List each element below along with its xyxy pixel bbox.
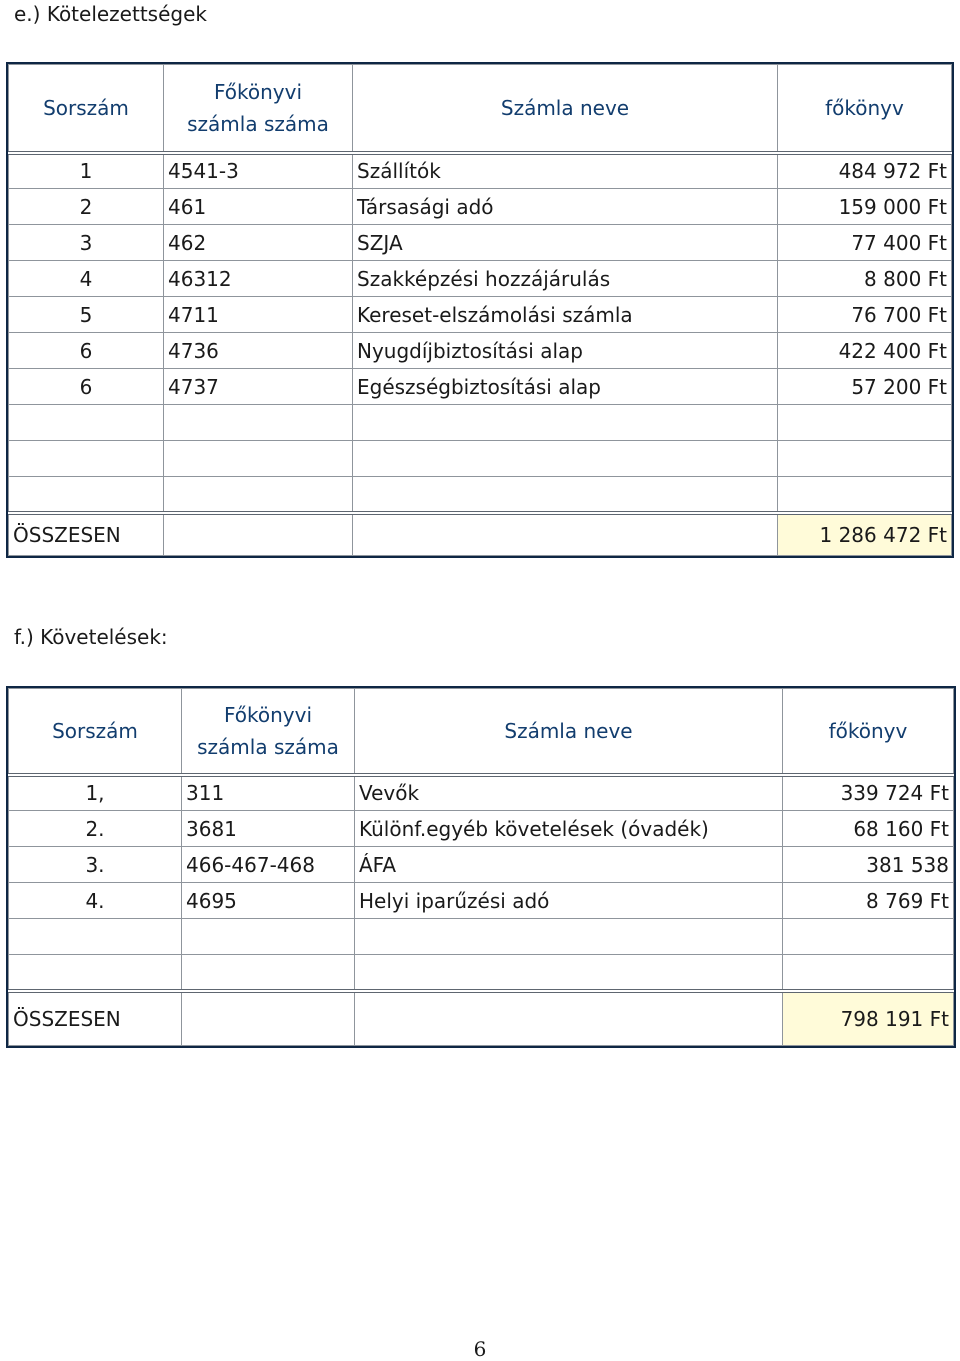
cell-szamla: 4737 [164, 369, 353, 405]
cell-nev: Kereset-elszámolási számla [353, 297, 778, 333]
cell-szamla: 466-467-468 [182, 847, 355, 883]
cell-osszeg: 339 724 Ft [783, 775, 954, 811]
empty-row [9, 477, 952, 513]
table-row [9, 225, 952, 261]
cell-nev: Különf.egyéb követelések (óvadék) [355, 811, 783, 847]
cell-nev: Helyi iparűzési adó [355, 883, 783, 919]
cell-osszeg: 8 769 Ft [783, 883, 954, 919]
table-row [9, 333, 952, 369]
cell-osszeg: 159 000 Ft [778, 189, 952, 225]
total-row [9, 513, 952, 556]
cell-nev: Vevők [355, 775, 783, 811]
cell-sorszam: 3 [9, 225, 164, 261]
section-e-heading: e.) Kötelezettségek [14, 2, 207, 26]
cell-osszeg: 381 538 [783, 847, 954, 883]
table-header [9, 689, 954, 775]
cell-nev: Egészségbiztosítási alap [353, 369, 778, 405]
col-fokonyv: főkönyv [778, 65, 952, 153]
table-row [9, 775, 954, 811]
total-label: ÖSSZESEN [9, 513, 164, 556]
cell-szamla: 3681 [182, 811, 355, 847]
total-label: ÖSSZESEN [9, 991, 182, 1046]
cell-nev: Szállítók [353, 153, 778, 189]
cell-sorszam: 6 [9, 369, 164, 405]
empty-row [9, 405, 952, 441]
col-fokonyv: főkönyv [783, 689, 954, 775]
cell-szamla: 4541-3 [164, 153, 353, 189]
empty-row [9, 919, 954, 955]
section-f-heading: f.) Követelések: [14, 625, 168, 649]
cell-szamla: 462 [164, 225, 353, 261]
cell-sorszam: 4 [9, 261, 164, 297]
cell-osszeg: 77 400 Ft [778, 225, 952, 261]
table-row [9, 189, 952, 225]
cell-osszeg: 57 200 Ft [778, 369, 952, 405]
cell-szamla: 4695 [182, 883, 355, 919]
cell-sorszam: 6 [9, 333, 164, 369]
cell-sorszam: 2 [9, 189, 164, 225]
cell-szamla: 461 [164, 189, 353, 225]
cell-sorszam: 1, [9, 775, 182, 811]
col-fokonyvi-line2: számla száma [187, 111, 329, 136]
cell-osszeg: 76 700 Ft [778, 297, 952, 333]
col-fokonyvi-szamla-szama [182, 689, 355, 775]
cell-sorszam: 5 [9, 297, 164, 333]
table-row [9, 847, 954, 883]
cell-nev: Társasági adó [353, 189, 778, 225]
col-fokonyvi-line2: számla száma [197, 734, 339, 759]
col-szamla-neve: Számla neve [353, 65, 778, 153]
cell-sorszam: 2. [9, 811, 182, 847]
total-value: 798 191 Ft [783, 991, 954, 1046]
col-szamla-neve: Számla neve [355, 689, 783, 775]
col-sorszam: Sorszám [9, 689, 182, 775]
cell-osszeg: 484 972 Ft [778, 153, 952, 189]
cell-szamla: 311 [182, 775, 355, 811]
cell-szamla: 46312 [164, 261, 353, 297]
cell-osszeg: 8 800 Ft [778, 261, 952, 297]
table-row [9, 297, 952, 333]
cell-sorszam: 4. [9, 883, 182, 919]
cell-szamla: 4711 [164, 297, 353, 333]
table-row [9, 811, 954, 847]
empty-row [9, 441, 952, 477]
empty-row [9, 955, 954, 991]
table-header [9, 65, 952, 153]
table-row [9, 883, 954, 919]
cell-sorszam: 1 [9, 153, 164, 189]
table-row [9, 369, 952, 405]
cell-osszeg: 68 160 Ft [783, 811, 954, 847]
col-fokonyvi-line1: Főkönyvi [223, 702, 313, 727]
cell-nev: SZJA [353, 225, 778, 261]
liabilities-table [6, 62, 954, 558]
receivables-table [6, 686, 956, 1048]
col-fokonyvi-szamla-szama [164, 65, 353, 153]
cell-nev: Nyugdíjbiztosítási alap [353, 333, 778, 369]
cell-szamla: 4736 [164, 333, 353, 369]
cell-sorszam: 3. [9, 847, 182, 883]
cell-osszeg: 422 400 Ft [778, 333, 952, 369]
cell-nev: ÁFA [355, 847, 783, 883]
total-row [9, 991, 954, 1046]
table-row [9, 153, 952, 189]
col-sorszam: Sorszám [9, 65, 164, 153]
table-row [9, 261, 952, 297]
page-number: 6 [473, 1337, 487, 1361]
total-value: 1 286 472 Ft [778, 513, 952, 556]
col-fokonyvi-line1: Főkönyvi [213, 79, 303, 104]
cell-nev: Szakképzési hozzájárulás [353, 261, 778, 297]
